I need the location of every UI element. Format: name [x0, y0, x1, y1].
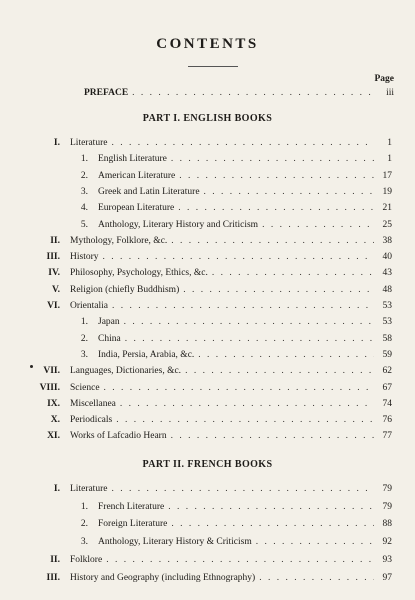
- toc-entry: [70, 299, 392, 313]
- toc-subentry: [98, 152, 392, 166]
- leader-dots: [198, 348, 374, 362]
- toc-entry: [70, 413, 392, 427]
- subsection-number: 1.: [80, 501, 88, 512]
- section-numeral: IX.: [47, 398, 60, 409]
- title-divider: [188, 66, 238, 67]
- section-numeral: II.: [50, 235, 60, 246]
- toc-entry: [70, 136, 392, 150]
- subsection-number: 5.: [80, 219, 88, 230]
- toc-entry-label: India, Persia, Arabia, &c.: [98, 349, 195, 360]
- toc-entry: [70, 364, 392, 378]
- toc-entry-page: 53: [382, 301, 392, 311]
- section-numeral: III.: [46, 572, 60, 583]
- part-heading: PART II. FRENCH BOOKS: [142, 459, 273, 470]
- toc-entry-page: 38: [382, 235, 392, 246]
- toc-entry-label: Greek and Latin Literature: [98, 186, 200, 197]
- toc-entry-label: China: [98, 333, 121, 344]
- toc-entry-label: Anthology, Literary History & Criticism: [98, 537, 252, 548]
- toc-entry-label: Orientalia: [70, 301, 108, 311]
- toc-entry-label: English Literature: [98, 154, 167, 165]
- toc-entry-label: Works of Lafcadio Hearn: [70, 431, 167, 442]
- toc-entry-label: PREFACE: [84, 88, 129, 98]
- toc-entry-page: 58: [382, 333, 392, 344]
- leader-dots: [116, 413, 374, 427]
- toc-entry-label: Literature: [70, 484, 108, 494]
- toc-entry-page: 17: [382, 170, 392, 181]
- toc-entry: [70, 429, 392, 443]
- subsection-number: 2.: [80, 519, 88, 530]
- subsection-number: 3.: [80, 349, 88, 360]
- toc-entry-page: 53: [382, 317, 392, 328]
- toc-entry-label: Foreign Literature: [98, 519, 168, 530]
- toc-entry-label: History: [70, 252, 99, 263]
- toc-entry-page: 62: [382, 366, 392, 377]
- toc-subentry: [98, 535, 392, 549]
- toc-entry-page: 79: [382, 501, 392, 512]
- subsection-number: 2.: [80, 333, 88, 344]
- toc-entry-label: Mythology, Folklore, &c.: [70, 235, 168, 246]
- subsection-number: 3.: [80, 186, 88, 197]
- toc-entry-page: 21: [382, 203, 392, 214]
- leader-dots: [120, 397, 374, 411]
- part-heading: PART I. ENGLISH BOOKS: [142, 113, 273, 124]
- toc-subentry: [98, 517, 392, 531]
- toc-entry-page: 92: [382, 537, 392, 548]
- subsection-number: 1.: [80, 154, 88, 165]
- toc-entry: [70, 571, 392, 585]
- toc-entry-page: 43: [382, 268, 392, 279]
- toc-entry-label: Religion (chiefly Buddhism): [70, 284, 180, 295]
- leader-dots: [178, 201, 374, 215]
- toc-subentry: [98, 218, 392, 232]
- toc-entry-page: 67: [382, 382, 392, 393]
- leader-dots: [179, 169, 374, 183]
- subsection-number: 2.: [80, 170, 88, 181]
- toc-entry: [70, 283, 392, 297]
- toc-entry-page: 93: [382, 554, 392, 565]
- toc-entry-label: European Literature: [98, 203, 175, 214]
- leader-dots: [124, 315, 374, 329]
- toc-entry-page: iii: [386, 88, 394, 98]
- toc-entry-page: 77: [382, 431, 392, 442]
- toc-entry-label: American Literature: [98, 170, 176, 181]
- toc-entry: [70, 482, 392, 496]
- toc-entry: [70, 553, 392, 567]
- leader-dots: [112, 299, 374, 313]
- leader-dots: [262, 218, 374, 232]
- section-numeral: I.: [53, 484, 60, 494]
- toc-entry-label: Languages, Dictionaries, &c.: [70, 366, 182, 377]
- section-numeral: III.: [46, 252, 60, 263]
- toc-entry-page: 48: [382, 284, 392, 295]
- toc-entry-label: Anthology, Literary History and Criticism: [98, 219, 259, 230]
- section-numeral: X.: [50, 415, 60, 426]
- section-numeral: VIII.: [39, 382, 60, 393]
- subsection-number: 1.: [80, 317, 88, 328]
- toc-entry-preface: [84, 86, 394, 100]
- leader-dots: [104, 381, 374, 395]
- toc-entry-page: 88: [382, 519, 392, 530]
- toc-entry-page: 19: [382, 186, 392, 197]
- leader-dots: [106, 553, 374, 567]
- toc-entry-label: Philosophy, Psychology, Ethics, &c.: [70, 268, 208, 279]
- toc-entry-label: Periodicals: [70, 415, 113, 426]
- toc-subentry: [98, 332, 392, 346]
- leader-dots: [171, 429, 374, 443]
- toc-entry-page: 59: [382, 349, 392, 360]
- toc-entry-page: 25: [382, 219, 392, 230]
- toc-entry: [70, 397, 392, 411]
- leader-dots: [212, 266, 374, 280]
- section-numeral: II.: [50, 554, 60, 565]
- leader-dots: [171, 517, 374, 531]
- toc-entry-label: Science: [70, 382, 100, 393]
- toc-entry-label: French Literature: [98, 501, 165, 512]
- toc-subentry: [98, 315, 392, 329]
- page-title: CONTENTS: [156, 36, 259, 52]
- page-column-header: Page: [374, 74, 394, 84]
- leader-dots: [256, 535, 374, 549]
- toc-entry-page: 76: [382, 415, 392, 426]
- toc-entry-label: Literature: [70, 138, 108, 148]
- leader-dots: [171, 234, 374, 248]
- section-numeral: IV.: [48, 268, 60, 279]
- leader-dots: [183, 283, 374, 297]
- leader-dots: [168, 500, 374, 514]
- toc-entry-label: Japan: [98, 317, 120, 328]
- leader-dots: [185, 364, 374, 378]
- subsection-number: 3.: [80, 537, 88, 548]
- leader-dots: [111, 136, 374, 150]
- toc-subentry: [98, 169, 392, 183]
- toc-entry-page: 79: [382, 484, 392, 494]
- toc-entry-label: Miscellanea: [70, 398, 116, 409]
- section-numeral: V.: [51, 284, 60, 295]
- toc-subentry: [98, 500, 392, 514]
- toc-entry-page: 40: [382, 252, 392, 263]
- margin-mark: [30, 365, 33, 368]
- leader-dots: [125, 332, 374, 346]
- leader-dots: [103, 250, 375, 264]
- leader-dots: [132, 86, 376, 100]
- toc-entry-page: 1: [387, 138, 392, 148]
- toc-subentry: [98, 348, 392, 362]
- toc-entry-label: History and Geography (including Ethnography): [70, 572, 256, 583]
- section-numeral: VII.: [43, 366, 60, 377]
- leader-dots: [111, 482, 374, 496]
- section-numeral: VI.: [47, 301, 60, 311]
- toc-entry-page: 74: [382, 398, 392, 409]
- leader-dots: [259, 571, 374, 585]
- toc-entry: [70, 381, 392, 395]
- toc-entry-page: 1: [387, 154, 392, 165]
- subsection-number: 4.: [80, 203, 88, 214]
- leader-dots: [171, 152, 374, 166]
- toc-entry-label: Folklore: [70, 554, 103, 565]
- toc-entry: [70, 234, 392, 248]
- leader-dots: [204, 185, 374, 199]
- toc-entry-page: 97: [382, 572, 392, 583]
- toc-subentry: [98, 185, 392, 199]
- toc-entry: [70, 250, 392, 264]
- toc-subentry: [98, 201, 392, 215]
- toc-entry: [70, 266, 392, 280]
- section-numeral: XI.: [47, 431, 60, 442]
- section-numeral: I.: [53, 138, 60, 148]
